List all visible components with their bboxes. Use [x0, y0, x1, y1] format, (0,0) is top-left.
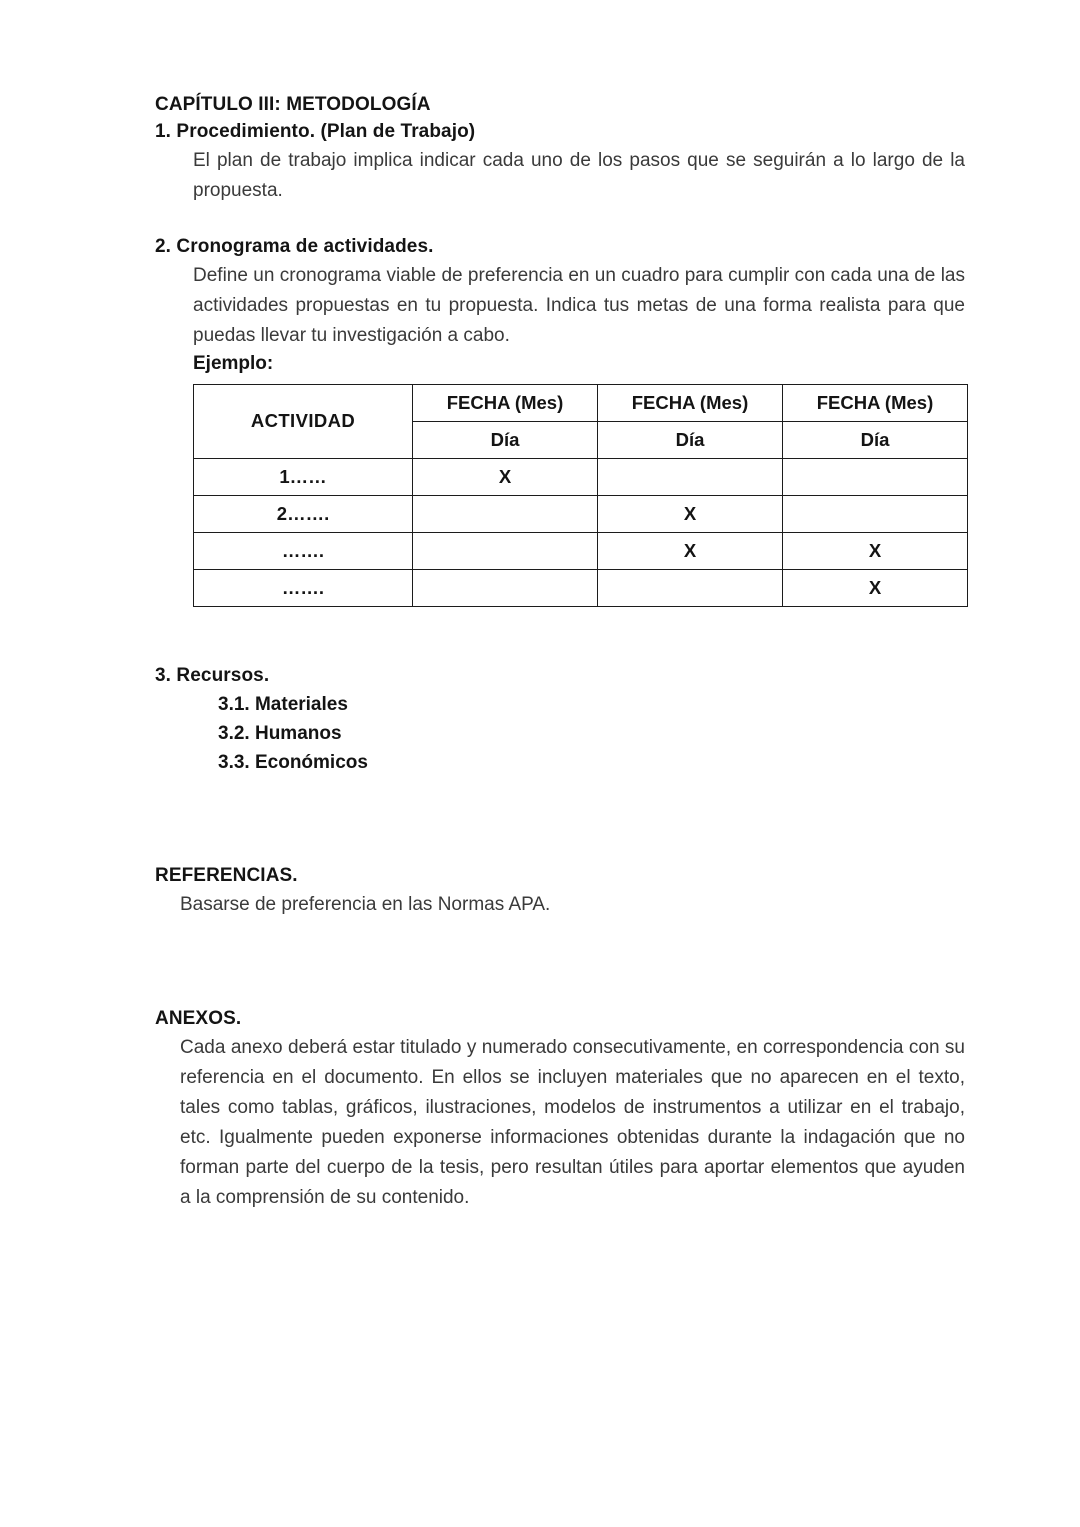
section-heading-recursos: 3. Recursos.	[155, 664, 270, 686]
table-cell-mark: X	[598, 495, 783, 532]
table-cell-activity: 1……	[194, 458, 413, 495]
table-body	[194, 458, 968, 606]
spacer	[155, 777, 965, 863]
table-cell-mark: X	[413, 458, 598, 495]
table-cell-mark	[783, 495, 968, 532]
table-cell-mark	[598, 458, 783, 495]
table-row	[194, 569, 968, 606]
recursos-item-materiales: 3.1. Materiales	[218, 693, 348, 715]
table-head	[194, 384, 968, 458]
section-heading-referencias: REFERENCIAS.	[155, 865, 298, 887]
section-heading-procedimiento: 1. Procedimiento. (Plan de Trabajo)	[155, 120, 476, 142]
section-heading-anexos: ANEXOS.	[155, 1008, 242, 1030]
table-cell-activity: …….	[194, 569, 413, 606]
table-header-date-3: FECHA (Mes)	[783, 384, 968, 421]
table-header-activity: ACTIVIDAD	[194, 384, 413, 458]
table-row	[194, 532, 968, 569]
paragraph-anexos: Cada anexo deberá estar titulado y numerado consecutivamente, en correspondencia con su referencia en el documento. En ellos se incluyen materiales que no aparecen en el texto, tales como tablas, gráficos, ilustraciones, modelos de instrumentos a utilizar en el trabajo, etc. Igualmente pueden exponerse informaciones obtenidas durante la indagación que no forman parte del cuerpo de la tesis, pero resultan útiles para aportar elementos que ayuden a la comprensión de su contenido.	[180, 1037, 965, 1209]
paragraph-procedimiento: El plan de trabajo implica indicar cada uno de los pasos que se seguirán a lo largo de la propuesta.	[193, 149, 965, 201]
document-content	[155, 92, 965, 1213]
paragraph-cronograma: Define un cronograma viable de preferencia en un cuadro para cumplir con cada una de las actividades propuestas en tu propuesta. Indica tus metas de una forma realista para que puedas llevar tu investigación a cabo.	[193, 264, 965, 346]
table-header-date-2: FECHA (Mes)	[598, 384, 783, 421]
spacer	[155, 206, 965, 234]
section-heading-cronograma: 2. Cronograma de actividades.	[155, 235, 434, 257]
table-cell-mark	[783, 458, 968, 495]
chapter-title: CAPÍTULO III: METODOLOGÍA	[155, 94, 431, 115]
table-cell-activity: 2…….	[194, 495, 413, 532]
table-header-row-primary	[194, 384, 968, 421]
table-cell-mark: X	[783, 532, 968, 569]
cronograma-table-wrapper	[193, 384, 963, 607]
table-cell-mark: X	[598, 532, 783, 569]
recursos-item-humanos: 3.2. Humanos	[218, 722, 342, 744]
table-subheader-day-1: Día	[413, 421, 598, 458]
table-cell-mark	[413, 495, 598, 532]
paragraph-referencias: Basarse de preferencia en las Normas APA.	[180, 894, 551, 916]
cronograma-table	[193, 384, 968, 607]
table-cell-mark	[598, 569, 783, 606]
table-cell-mark: X	[783, 569, 968, 606]
table-subheader-day-2: Día	[598, 421, 783, 458]
table-header-date-1: FECHA (Mes)	[413, 384, 598, 421]
example-label: Ejemplo:	[193, 352, 274, 374]
table-subheader-day-3: Día	[783, 421, 968, 458]
spacer	[155, 920, 965, 1006]
table-row	[194, 458, 968, 495]
table-cell-mark	[413, 569, 598, 606]
table-cell-mark	[413, 532, 598, 569]
table-cell-activity: …….	[194, 532, 413, 569]
recursos-item-economicos: 3.3. Económicos	[218, 752, 368, 774]
table-row	[194, 495, 968, 532]
spacer	[155, 607, 965, 663]
